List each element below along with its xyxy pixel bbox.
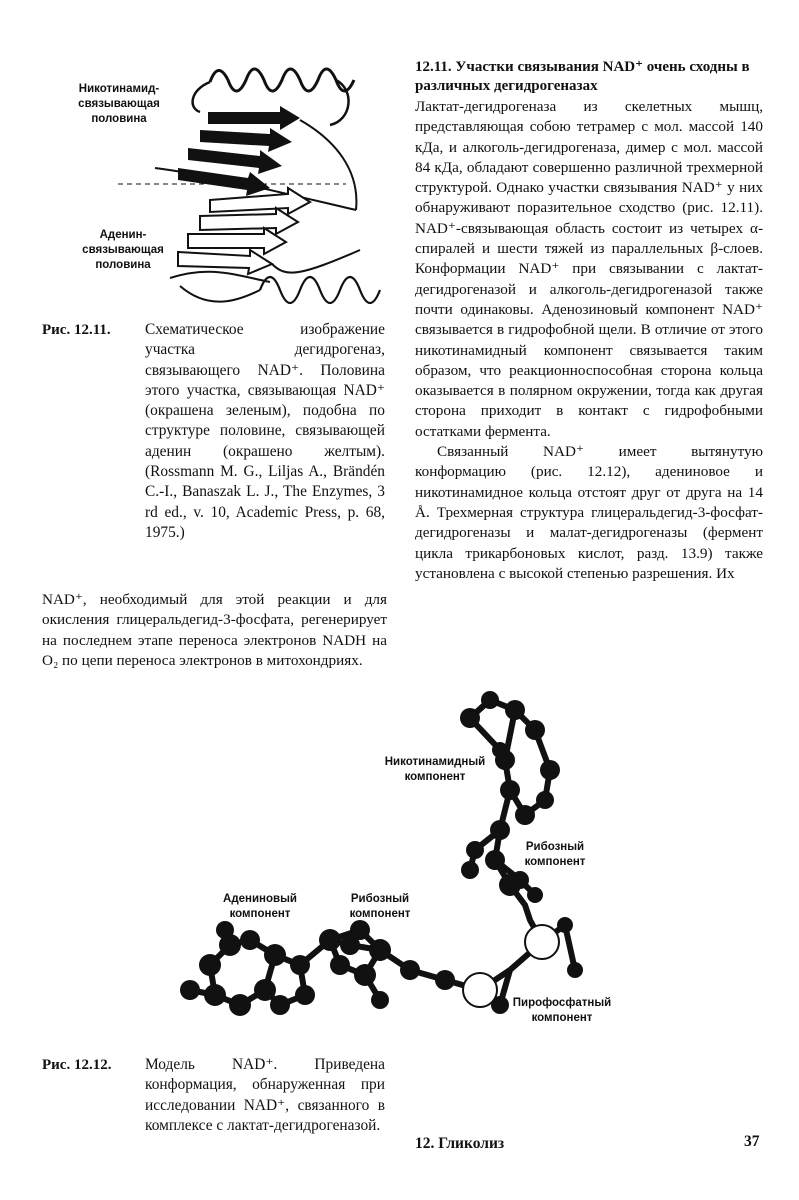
caption-12-12-number: Рис. 12.12. bbox=[42, 1057, 112, 1073]
label-adenine-half: Аденин- связывающая половина bbox=[82, 229, 164, 271]
label-adenine-component: Адениновый компонент bbox=[223, 893, 297, 920]
caption-12-12-text: Модель NAD⁺. Приведена конформация, обнаруженная при исследовании NAD⁺, связанного в комплексе с лактат-дегидрогеназой. bbox=[145, 1056, 385, 1134]
section-paragraph-1: Лактат-дегидрогеназа из скелетных мышц, представляющая собою тетрамер с мол. массой 140 кДа, и алкоголь-дегидрогеназа, димер с мол. массой 84 кДа, обладают совершенно различной трехмерной структурой. Однако участки связывания NAD⁺ у них обнаруживают поразительное сходство (рис. 12.11). NAD⁺-связывающая область состоит из четырех α-спиралей и шести тяжей из параллельных β-слоев. Конформации NAD⁺ при связывании с лактат-дегидрогеназой и алкоголь-дегидрогеназой также почти одинаковы. Аденозиновый компонент NAD⁺ связывается в гидрофобной щели. В отличие от этого никотинамидный компонент связывается таким образом, что реакционноспособная сторона кольца оказывается в полярном окружении, тогда как другая сторона приходит в контакт с гидрофобными остатками фермента. bbox=[415, 98, 763, 440]
figure-12-12 bbox=[170, 680, 630, 1040]
section-12-11 bbox=[415, 58, 763, 584]
running-footer-chapter: 12. Гликолиз bbox=[415, 1135, 505, 1152]
label-pyrophosphate-component: Пирофосфатный компонент bbox=[512, 997, 612, 1024]
label-nicotinamide-component: Никотинамидный компонент bbox=[384, 756, 486, 783]
left-paragraph: NAD⁺, необходимый для этой реакции и для окисления глицеральдегид-3-фосфата, регенерирует на последнем этапе переноса электронов NADH на O₂ по цепи переноса электронов в митохондриях. bbox=[42, 591, 387, 669]
label-ribose-component-left: Рибозный компонент bbox=[349, 893, 411, 920]
figure-12-11 bbox=[60, 50, 380, 310]
section-heading: 12.11. Участки связывания NAD⁺ очень сходны в различных дегидрогеназах bbox=[415, 59, 750, 94]
label-nicotinamide-half: Никотинамид- связывающая половина bbox=[78, 83, 160, 125]
section-paragraph-2: Связанный NAD⁺ имеет вытянутую конформацию (рис. 12.12), адениновое и никотинамидное кольца отстоят друг от друга на 14 Å. Трехмерная структура глицеральдегид-3-фосфат-дегидрогеназы и малат-дегидрогеназы (фермент цикла трикарбоновых кислот, разд. 13.9) также установлена с высокой степенью разрешения. Их bbox=[415, 443, 763, 582]
protein-ribbon-diagram bbox=[60, 50, 380, 310]
caption-12-11-text: Схематическое изображение участка дегидрогеназ, связывающего NAD⁺. Половина этого участка, связывающая NAD⁺ (окрашена зеленым), подобна по структуре половине, связывающей аденин (окрашено желтым). (Rossmann M. G., Liljas A., Brändén C.-I., Banaszak L. J., The Enzymes, 3 rd ed., v. 10, Academic Press, p. 68, 1975.) bbox=[145, 321, 385, 541]
page-number: 37 bbox=[744, 1133, 760, 1150]
caption-12-11-number: Рис. 12.11. bbox=[42, 322, 111, 338]
label-ribose-component-right: Рибозный компонент bbox=[524, 841, 586, 868]
